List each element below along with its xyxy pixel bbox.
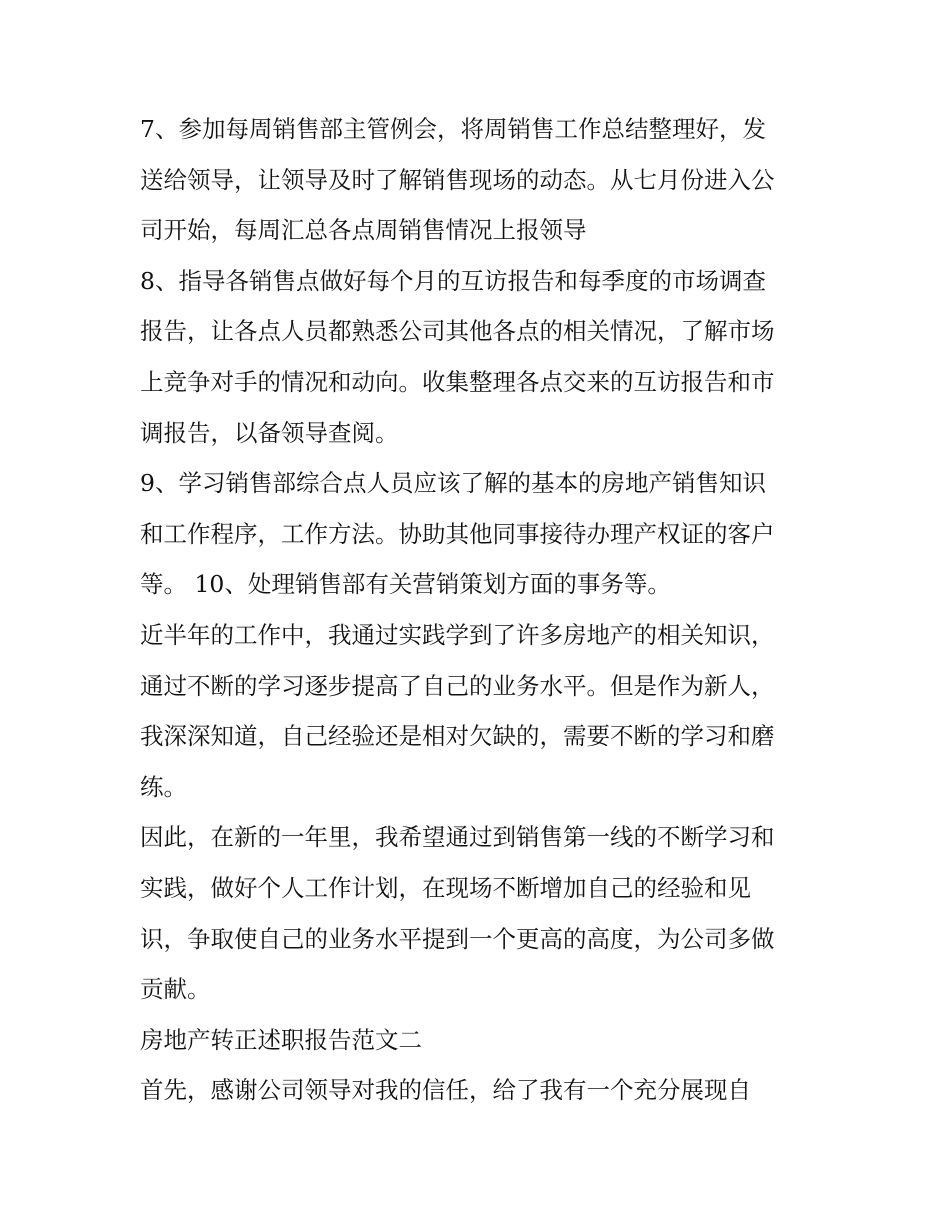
text-line: 首先，感谢公司领导对我的信任，给了我有一个充分展现自	[140, 1076, 751, 1105]
text-line: 7、参加每周销售部主管例会，将周销售工作总结整理好，发	[140, 115, 766, 143]
text-line: 报告，让各点人员都熟悉公司其他各点的相关情况，了解市场	[140, 317, 775, 346]
text-line: 近半年的工作中，我通过实践学到了许多房地产的相关知识，	[140, 620, 775, 649]
text-line: 我深深知道，自己经验还是相对欠缺的，需要不断的学习和磨	[140, 722, 775, 751]
text-line: 和工作程序，工作方法。协助其他同事接待办理产权证的客户	[140, 519, 775, 548]
text-line: 实践，做好个人工作计划，在现场不断增加自己的经验和见	[140, 873, 751, 902]
text-line: 贡献。	[140, 975, 211, 1004]
text-line: 通过不断的学习逐步提高了自己的业务水平。但是作为新人，	[140, 671, 775, 700]
text-line: 8、指导各销售点做好每个月的互访报告和每季度的市场调查	[140, 266, 766, 295]
text-line: 9、学习销售部综合点人员应该了解的基本的房地产销售知识	[140, 469, 766, 498]
section-heading: 房地产转正述职报告范文二	[140, 1025, 422, 1054]
text-line: 练。	[140, 772, 187, 801]
text-line: 因此，在新的一年里，我希望通过到销售第一线的不断学习和	[140, 823, 775, 852]
text-line: 送给领导，让领导及时了解销售现场的动态。从七月份进入公	[140, 165, 775, 194]
text-line: 识，争取使自己的业务水平提到一个更高的高度，为公司多做	[140, 924, 775, 953]
text-line: 司开始，每周汇总各点周销售情况上报领导	[140, 216, 587, 245]
text-line: 上竞争对手的情况和动向。收集整理各点交来的互访报告和市	[140, 367, 775, 396]
text-line: 调报告，以备领导查阅。	[140, 418, 399, 447]
text-line: 等。 10、处理销售部有关营销策划方面的事务等。	[140, 570, 671, 599]
body-text	[140, 104, 820, 1116]
